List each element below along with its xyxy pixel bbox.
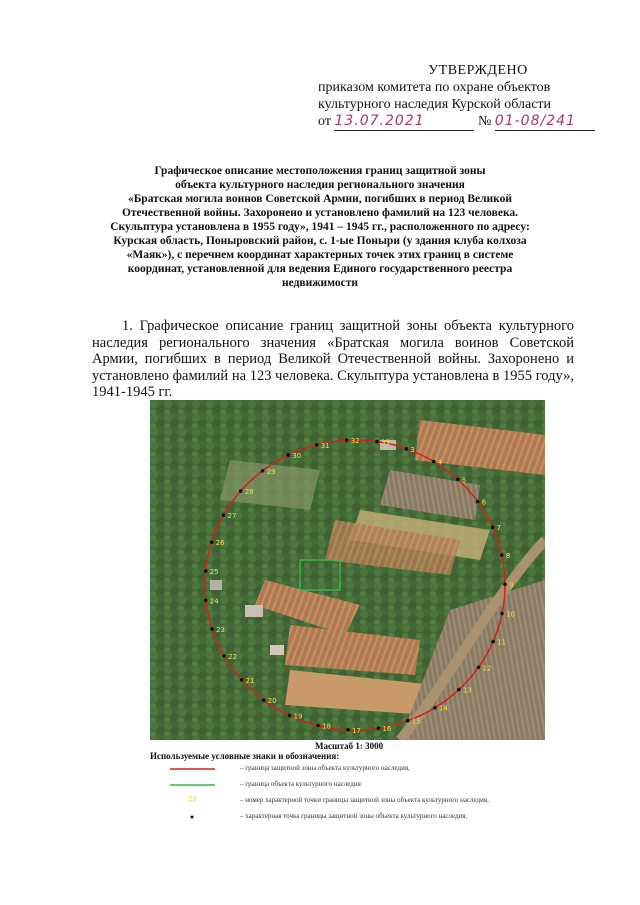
point-number-label: 9	[509, 581, 514, 590]
point-number-label: 23	[216, 626, 226, 635]
green-line-symbol	[170, 779, 215, 791]
point-number-label: 24	[209, 597, 219, 606]
point-number-label: 19	[293, 712, 303, 721]
point-number-label: 17	[352, 726, 362, 735]
approval-stamp	[318, 62, 618, 131]
characteristic-point	[210, 627, 214, 631]
characteristic-point	[500, 553, 504, 557]
characteristic-point	[262, 698, 266, 702]
characteristic-point	[222, 513, 226, 517]
handwritten-number: 01-08/241	[494, 113, 576, 129]
characteristic-point	[503, 583, 507, 587]
characteristic-point	[432, 460, 436, 464]
number-field	[495, 113, 595, 131]
characteristic-point	[239, 489, 243, 493]
point-number-label: 3	[410, 445, 415, 454]
heading-line: «Братская могила воинов Советской Армии, погибших в период Великой	[127, 193, 513, 205]
handwritten-date: 13.07.2021	[334, 113, 425, 129]
number-label: №	[477, 114, 492, 129]
heading-line: недвижимости	[281, 277, 358, 289]
characteristic-point	[491, 640, 495, 644]
point-number-label: 4	[437, 458, 443, 467]
characteristic-point	[433, 706, 437, 710]
map-graphic	[150, 400, 545, 740]
characteristic-point	[346, 728, 350, 732]
point-number-label: 6	[481, 498, 487, 507]
heading-line: координат, установленной для ведения Единого государственного реестра	[127, 263, 513, 275]
body-paragraph	[92, 318, 574, 401]
characteristic-point	[222, 654, 226, 658]
red-line-symbol	[170, 763, 215, 775]
heading-line: Скульптура установлена в 1955 году», 1941 – 1945 гг., расположенного по адресу:	[110, 221, 530, 233]
characteristic-point	[287, 453, 291, 457]
building	[270, 645, 284, 655]
characteristic-point	[491, 525, 495, 529]
point-number-label: 20	[267, 697, 277, 706]
legend-text: – граница защитной зоны объекта культурного наследия,	[240, 764, 410, 772]
paragraph-text: 1. Графическое описание границ защитной зоны объекта культурного наследия регионального значения «Братская могила воинов Советской Армии, погибших в период Великой Отечественной войны. Захоронено и установлено фамилий на 123 человека. Скульптура установлена в 1955 году», 1941-1945 гг.	[92, 318, 574, 400]
point-number-label: 15	[411, 717, 421, 726]
characteristic-point	[377, 726, 381, 730]
characteristic-point	[477, 666, 481, 670]
characteristic-point	[204, 569, 208, 573]
characteristic-point	[315, 443, 319, 447]
heading-line: Графическое описание местоположения границ защитной зоны	[154, 165, 486, 177]
document-heading	[70, 164, 570, 290]
characteristic-point	[288, 714, 292, 718]
characteristic-point	[240, 678, 244, 682]
heading-line: объекта культурного наследия регионального значения	[175, 179, 465, 191]
characteristic-point	[500, 612, 504, 616]
point-dot-symbol	[170, 811, 215, 823]
legend-item-point	[150, 811, 570, 823]
date-field	[334, 113, 474, 131]
from-label: от	[318, 114, 331, 129]
characteristic-point	[210, 540, 214, 544]
point-number-label: 27	[227, 512, 237, 521]
characteristic-point	[405, 447, 409, 451]
point-number-label: 14	[438, 704, 448, 713]
map-scale: Масштаб 1: 3000	[315, 741, 384, 751]
characteristic-point	[345, 438, 349, 442]
point-number-label: 33	[381, 438, 390, 447]
legend-item-object-border	[150, 779, 570, 791]
point-number-label: 8	[505, 552, 511, 561]
point-number-label: 12	[482, 664, 492, 673]
approval-line-1: приказом комитета по охране объектов	[318, 80, 551, 95]
point-number-label: 28	[244, 488, 254, 497]
point-number-label: 22	[228, 653, 238, 661]
building	[210, 580, 222, 590]
point-number-label: 13	[462, 686, 472, 695]
heading-line: Отечественной войны. Захоронено и установлено фамилий на 123 человека.	[121, 207, 519, 219]
satellite-map	[150, 400, 545, 740]
approval-line-2: культурного наследия Курской области	[318, 97, 552, 112]
legend-text: – характерная точка границы защитной зоны объекта культурного наследия.	[240, 812, 468, 820]
point-number-label: 26	[215, 539, 225, 548]
point-number-label: 11	[497, 638, 507, 647]
point-number-label: 16	[382, 725, 392, 734]
characteristic-point	[457, 688, 461, 692]
legend-item-zone-border	[150, 763, 570, 775]
point-number-label: 31	[320, 441, 330, 450]
building	[245, 605, 263, 617]
characteristic-point	[261, 469, 265, 473]
point-number-label: 7	[496, 524, 502, 533]
point-number-label: 29	[266, 467, 276, 476]
legend-text: – граница объекта культурного наследия	[240, 780, 361, 788]
characteristic-point	[204, 599, 208, 603]
characteristic-point	[375, 440, 379, 444]
point-number-label: 5	[461, 476, 467, 485]
characteristic-point	[406, 719, 410, 723]
approval-signature-line	[318, 113, 618, 131]
characteristic-point	[456, 478, 460, 482]
heading-line: Курская область, Поныровский район, с. 1-ые Поныри (у здания клуба колхоза	[113, 235, 527, 247]
characteristic-point	[316, 724, 320, 728]
point-number-label: 18	[322, 722, 332, 731]
characteristic-point	[476, 500, 480, 504]
approval-title: УТВЕРЖДЕНО	[428, 63, 528, 78]
legend-text: – номер характерной точки границы защитной зоны объекта культурного наследия,	[240, 796, 489, 804]
point-number-label: 25	[209, 568, 219, 576]
point-number-label: 32	[350, 437, 360, 446]
legend-item-point-number	[150, 795, 570, 807]
point-number-label: 21	[245, 677, 255, 685]
legend-title: Используемые условные знаки и обозначения:	[150, 751, 340, 761]
heading-line: «Маяк»), с перечнем координат характерных точек этих границ в системе	[126, 249, 514, 261]
point-number-label: 10	[506, 610, 516, 619]
point-number-label: 30	[292, 452, 302, 461]
point-number-symbol: 23	[188, 795, 197, 803]
